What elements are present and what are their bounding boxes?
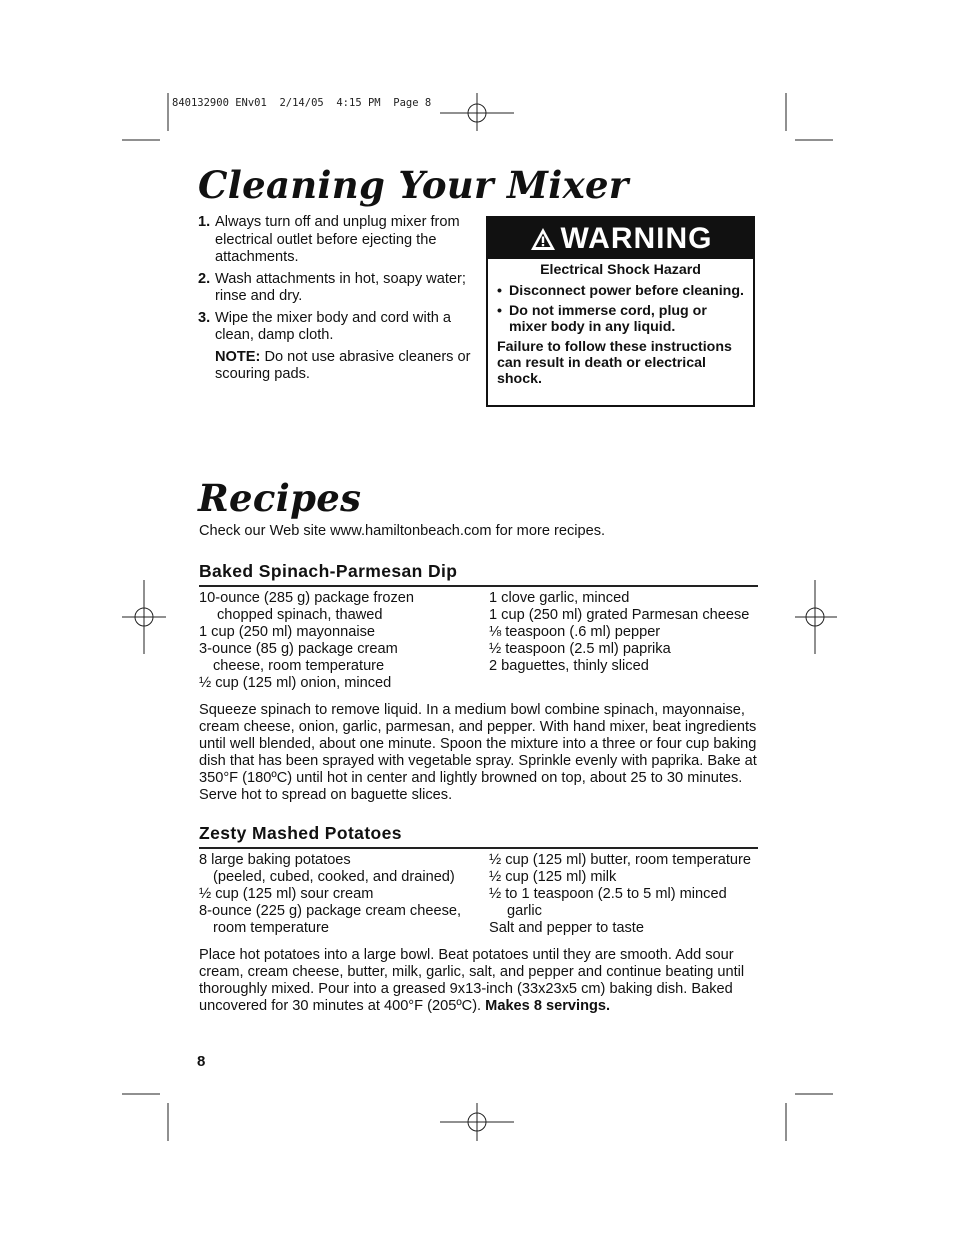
ingredient-item [489, 886, 761, 920]
ingredient-item [199, 903, 484, 937]
ingredient-text: 3-ounce (85 g) package cream [199, 641, 398, 658]
warning-subtitle: Electrical Shock Hazard [540, 262, 701, 278]
bullet-dot: • [497, 303, 502, 320]
warning-header [488, 218, 753, 259]
warning-body [488, 259, 753, 387]
potatoes-rule [199, 847, 758, 849]
dip-title: Baked Spinach-Parmesan Dip [199, 561, 458, 581]
warning-triangle-icon [529, 226, 557, 252]
ingredient-text-cont: room temperature [213, 920, 329, 937]
step-number: 3. [198, 309, 211, 326]
ingredient-text: ½ cup (125 ml) sour cream [199, 886, 374, 903]
ingredient-text: Salt and pepper to taste [489, 920, 644, 937]
warning-heading: WARNING [560, 221, 713, 255]
ingredient-text: 8 large baking potatoes [199, 852, 351, 868]
step-item [198, 214, 473, 267]
dip-rule [199, 585, 758, 587]
ingredient-text: 1 cup (250 ml) mayonnaise [199, 624, 376, 641]
dip-directions: Squeeze spinach to remove liquid. In a medium bowl combine spinach, mayonnaise, cream cheese, onion, garlic, parmesan, and pepper. With hand mixer, beat ingredients until well blended, about one minute. Spoon the mixture into a three or four cup baking dish that has been sprayed with vegetable spray. Sprinkle evenly with paprika. Bake at 350°F (180ºC) until hot in center and lightly browned on top, about 25 to 30 minutes. Serve hot to spread on baguette slices. [199, 702, 757, 804]
potatoes-ingredients-right [489, 852, 761, 937]
ingredient-item [199, 886, 484, 903]
ingredient-text-cont: chopped spinach, thawed [217, 607, 383, 624]
potatoes-servings: Makes 8 servings. [485, 998, 611, 1015]
ingredient-item [489, 869, 761, 886]
step-item [198, 310, 473, 345]
ingredient-item [199, 641, 484, 675]
ingredient-item [489, 920, 761, 937]
dip-ingredients-right [489, 590, 759, 675]
ingredient-item [199, 675, 484, 692]
ingredient-text: ½ to 1 teaspoon (2.5 to 5 ml) minced [489, 886, 727, 903]
ingredient-item [199, 624, 484, 641]
bullet-dot: • [497, 282, 502, 299]
ingredient-item [489, 852, 761, 869]
step-number: 1. [198, 214, 211, 230]
warning-footer: Failure to follow these instructions can result in death or electrical shock. [497, 339, 732, 387]
ingredient-item [199, 852, 484, 886]
recipes-title: Recipes [198, 476, 362, 520]
warning-bullet [497, 304, 744, 335]
potatoes-ingredients-left [199, 852, 484, 937]
step-text: Wipe the mixer body and cord with a clean, damp cloth. [215, 309, 452, 343]
note-label: NOTE: [215, 348, 261, 365]
ingredient-text: ½ cup (125 ml) butter, room temperature [489, 852, 751, 868]
ingredient-item: 1 clove garlic, minced [489, 590, 630, 606]
step-text: Always turn off and unplug mixer from electrical outlet before ejecting the attachments. [215, 214, 460, 265]
ingredient-text-cont: cheese, room temperature [213, 658, 385, 675]
cleaning-note [198, 349, 473, 384]
note-text: Do not use abrasive cleaners or scouring pads. [215, 348, 471, 382]
ingredient-text-cont: garlic [507, 903, 542, 920]
ingredient-item: ½ teaspoon (2.5 ml) paprika [489, 641, 671, 658]
step-text: Wash attachments in hot, soapy water; rinse and dry. [215, 270, 466, 304]
step-number: 2. [198, 270, 211, 287]
warning-bullet [497, 284, 744, 300]
potatoes-title: Zesty Mashed Potatoes [199, 823, 402, 843]
ingredient-item [199, 590, 484, 624]
print-slug-line: 840132900 ENv01 2/14/05 4:15 PM Page 8 [172, 97, 432, 109]
warning-box [486, 216, 755, 407]
ingredient-item: 1 cup (250 ml) grated Parmesan cheese [489, 607, 750, 624]
dip-ingredients-left [199, 590, 484, 693]
ingredient-text: 10-ounce (285 g) package frozen [199, 590, 414, 606]
step-item [198, 271, 473, 306]
ingredient-item: 2 baguettes, thinly sliced [489, 658, 649, 675]
warning-bullet-text: Disconnect power before cleaning. [509, 282, 744, 299]
warning-bullet-text: Do not immerse cord, plug or mixer body in any liquid. [509, 303, 707, 335]
recipes-intro: Check our Web site www.hamiltonbeach.com for more recipes. [199, 523, 606, 539]
cleaning-steps [198, 214, 473, 384]
potatoes-directions [199, 947, 759, 1015]
ingredient-text-cont: (peeled, cubed, cooked, and drained) [213, 869, 455, 886]
ingredient-text: ½ cup (125 ml) onion, minced [199, 675, 392, 692]
page-number: 8 [197, 1053, 206, 1070]
cleaning-title: Cleaning Your Mixer [198, 163, 629, 207]
ingredient-text: ½ cup (125 ml) milk [489, 869, 617, 886]
ingredient-item: ⅛ teaspoon (.6 ml) pepper [489, 624, 661, 641]
ingredient-text: 8-ounce (225 g) package cream cheese, [199, 903, 462, 920]
potatoes-directions-text: Place hot potatoes into a large bowl. Beat potatoes until they are smooth. Add sour cream, cream cheese, butter, milk, garlic, salt, and pepper and continue beating until thoroughly mixed. Pour into a greased 9x13-inch (33x23x5 cm) baking dish. Baked uncovered for 30 minutes at 400°F (205ºC). [199, 947, 745, 1015]
